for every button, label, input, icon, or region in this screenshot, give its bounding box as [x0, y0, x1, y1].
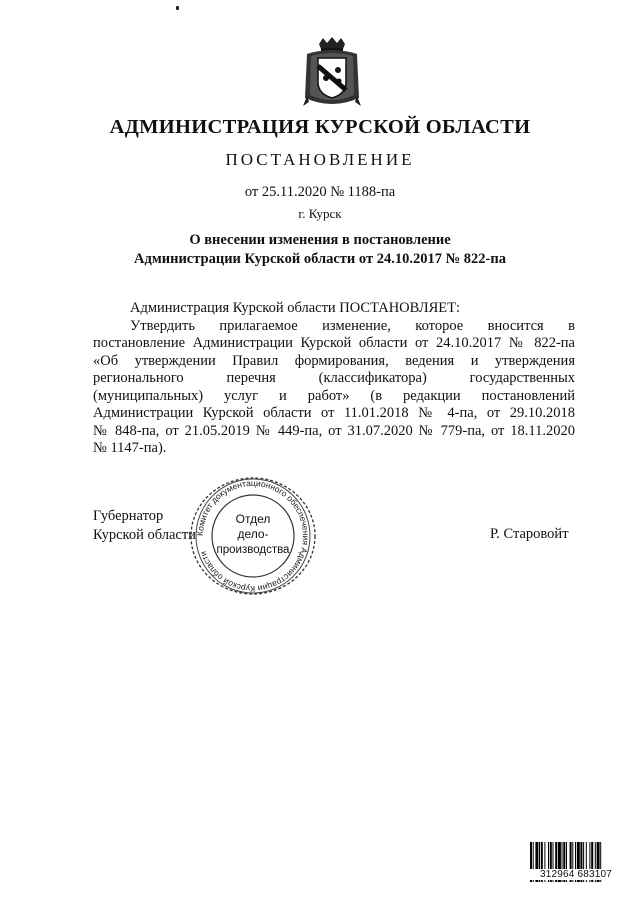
position-line: Курской области — [93, 527, 196, 543]
coat-of-arms-icon — [301, 36, 363, 110]
body-line: Администрация Курской области ПОСТАНОВЛЯЕТ: — [130, 300, 461, 316]
document-subject — [0, 231, 640, 269]
body-line: (муниципальных) услуг и работ» (в редакции постановлений — [93, 387, 575, 404]
document-body — [93, 300, 575, 458]
barcode-number: 312964 683107 — [528, 869, 624, 880]
body-line: регионального перечня (классификатора) государственных — [93, 370, 575, 386]
organization-title: АДМИНИСТРАЦИЯ КУРСКОЙ ОБЛАСТИ — [109, 116, 531, 138]
body-line: № 1147-па). — [93, 440, 167, 456]
body-line: № 848-па, от 21.05.2019 № 449-па, от 31.07.2020 № 779-па, от 18.11.2020 — [93, 422, 575, 439]
subject-line: О внесении изменения в постановление — [189, 232, 451, 248]
office-stamp — [188, 475, 318, 597]
body-line: «Об утверждении Правил формирования, ведения и утверждения — [93, 352, 575, 369]
stamp-text: дело- — [237, 527, 269, 541]
signatory-name: Р. Старовойт — [490, 526, 569, 542]
stamp-ring-text: Комитет документационного обеспечения Администрации Курской области — [194, 477, 312, 595]
document-city: г. Курск — [298, 206, 342, 221]
body-line: Утвердить прилагаемое изменение, которое вносится в — [130, 317, 575, 334]
position-line: Губернатор — [93, 508, 164, 524]
scan-speck — [176, 6, 179, 10]
body-line: Администрации Курской области от 11.01.2018 № 4-па, от 29.10.2018 — [93, 405, 575, 421]
body-line: постановление Администрации Курской области от 24.10.2017 № 822-па — [93, 335, 575, 351]
stamp-text: производства — [216, 544, 290, 556]
stamp-text: Отдел — [235, 512, 271, 526]
signatory-position — [93, 507, 196, 545]
subject-line: Администрации Курской области от 24.10.2017 № 822-па — [134, 251, 506, 267]
document-type: ПОСТАНОВЛЕНИЕ — [225, 150, 415, 169]
document-date-number: от 25.11.2020 № 1188-па — [244, 184, 396, 200]
